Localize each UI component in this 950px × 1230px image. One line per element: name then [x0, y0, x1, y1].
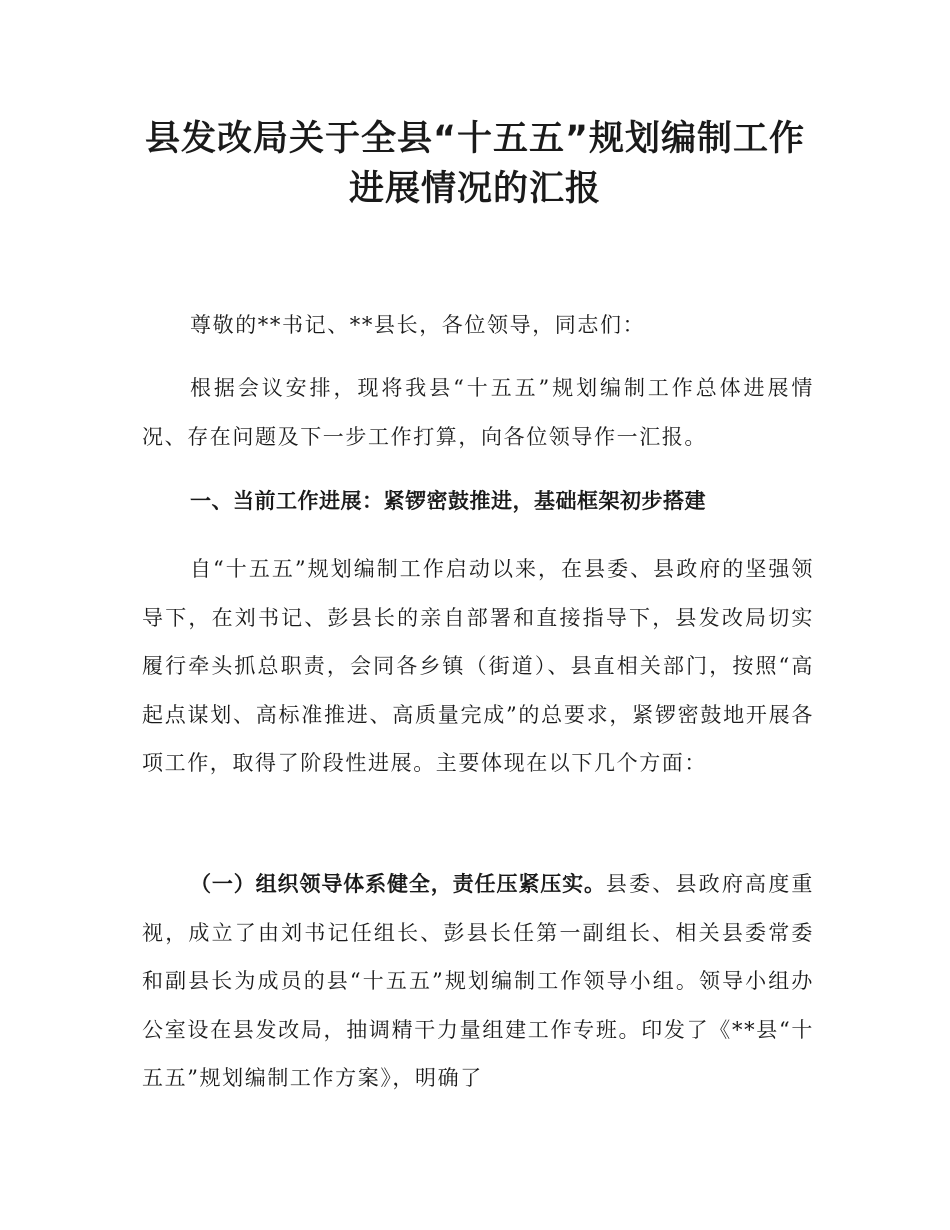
intro-paragraph: 根据会议安排，现将我县“十五五”规划编制工作总体进展情况、存在问题及下一步工作打算，向各位领导作一汇报。	[142, 376, 814, 449]
subsection-1-text: 县委、县政府高度重视，成立了由刘书记任组长、彭县长任第一副组长、相关县委常委和副县长为成员的县“十五五”规划编制工作领导小组。领导小组办公室设在县发改局，抽调精干力量组建工作专班。印发了《**县“十五五”规划编制工作方案》，明确了	[142, 872, 814, 1090]
salutation: 尊敬的**书记、**县长，各位领导，同志们：	[190, 313, 646, 337]
subsection-1-paragraph	[142, 860, 814, 1103]
document-title-line-2: 进展情况的汇报	[348, 169, 601, 209]
section-1-heading: 一、当前工作进展：紧锣密鼓推进，基础框架初步搭建	[190, 489, 706, 513]
subsection-1-heading: （一）组织领导体系健全，责任压紧压实。	[190, 872, 606, 896]
document-title-line-1: 县发改局关于全县“十五五”规划编制工作	[144, 119, 805, 159]
section-1-paragraph: 自“十五五”规划编制工作启动以来，在县委、县政府的坚强领导下，在刘书记、彭县长的亲自部署和直接指导下，县发改局切实履行牵头抓总职责，会同各乡镇（街道）、县直相关部门，按照“高起点谋划、高标准推进、高质量完成”的总要求，紧锣密鼓地开展各项工作，取得了阶段性进展。主要体现在以下几个方面：	[142, 557, 814, 775]
